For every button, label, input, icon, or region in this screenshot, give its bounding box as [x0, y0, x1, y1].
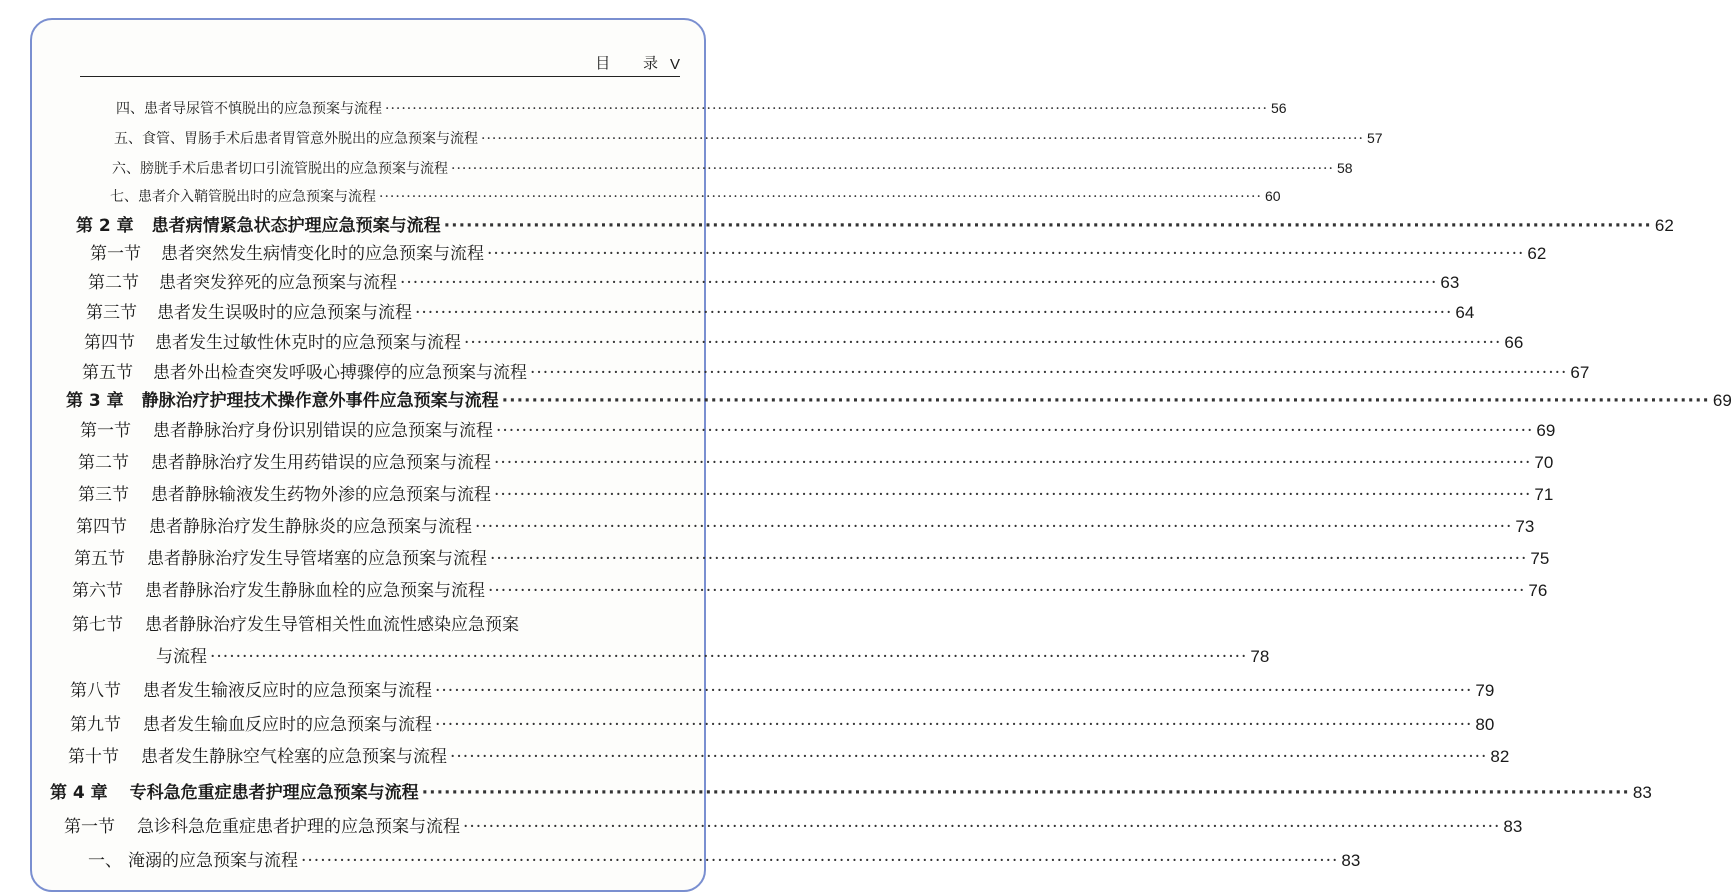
section-title: 患者发生过敏性休克时的应急预案与流程 — [155, 333, 461, 353]
leader-dots — [400, 273, 1437, 293]
toc-section — [84, 328, 1524, 353]
leader-dots — [490, 549, 1527, 569]
section-number: 第三节 — [86, 303, 137, 323]
toc-section — [86, 298, 1475, 323]
entry-page: 58 — [1336, 160, 1353, 176]
leader-dots — [301, 851, 1338, 871]
chapter-title: 患者病情紧急状态护理应急预案与流程 — [151, 216, 441, 236]
section-title-continued: 与流程 — [156, 647, 207, 667]
leader-dots — [488, 581, 1525, 601]
toc-section — [88, 268, 1460, 293]
section-number: 第五节 — [74, 549, 125, 569]
leader-dots — [415, 303, 1452, 323]
toc-entry — [112, 158, 1353, 178]
entry-title: 食管、胃肠手术后患者胃管意外脱出的应急预案与流程 — [142, 131, 478, 147]
running-header — [80, 54, 680, 77]
leader-dots — [450, 747, 1487, 767]
section-title: 患者静脉治疗发生用药错误的应急预案与流程 — [151, 453, 491, 473]
section-title: 患者突然发生病情变化时的应急预案与流程 — [161, 244, 484, 264]
leader-dots — [502, 391, 1710, 411]
entry-page: 60 — [1264, 188, 1281, 204]
toc-section — [70, 676, 1495, 701]
section-page: 80 — [1475, 715, 1495, 734]
section-number: 第一节 — [90, 244, 141, 264]
entry-page: 56 — [1270, 100, 1287, 116]
chapter-page: 83 — [1632, 783, 1652, 802]
toc-section — [76, 512, 1535, 537]
leader-dots — [494, 485, 1531, 505]
section-title: 急诊科急危重症患者护理的应急预案与流程 — [137, 817, 460, 837]
section-number: 第三节 — [78, 485, 129, 505]
section-number: 第七节 — [72, 615, 123, 635]
section-page: 79 — [1475, 681, 1495, 700]
section-page: 67 — [1570, 363, 1590, 382]
chapter-number: 第 2 章 — [76, 216, 134, 236]
section-number: 第一节 — [80, 421, 131, 441]
entry-title: 患者介入鞘管脱出时的应急预案与流程 — [138, 189, 376, 205]
section-page: 82 — [1490, 747, 1510, 766]
leader-dots — [487, 244, 1524, 264]
toc-section — [70, 710, 1495, 735]
leader-dots — [464, 333, 1501, 353]
section-number: 第九节 — [70, 715, 121, 735]
toc-entry — [114, 128, 1383, 148]
section-title: 患者静脉输液发生药物外渗的应急预案与流程 — [151, 485, 491, 505]
section-number: 第十节 — [68, 747, 119, 767]
entry-number: 五、 — [114, 131, 142, 147]
toc-section — [64, 812, 1523, 837]
entry-page: 57 — [1366, 130, 1383, 146]
toc-section — [90, 239, 1547, 264]
entry-page: 83 — [1341, 851, 1361, 870]
section-number: 第八节 — [70, 681, 121, 701]
section-title: 患者静脉治疗发生静脉炎的应急预案与流程 — [149, 517, 472, 537]
leader-dots — [494, 453, 1531, 473]
section-number: 第一节 — [64, 817, 115, 837]
entry-title: 患者导尿管不慎脱出的应急预案与流程 — [144, 101, 382, 117]
leader-dots — [422, 783, 1630, 803]
leader-dots — [379, 189, 1262, 205]
leader-dots — [481, 131, 1364, 147]
entry-number: 六、 — [112, 161, 140, 177]
section-number: 第六节 — [72, 581, 123, 601]
section-page: 83 — [1503, 817, 1523, 836]
toc-section — [78, 480, 1554, 505]
section-title: 患者静脉治疗身份识别错误的应急预案与流程 — [153, 421, 493, 441]
toc-section — [74, 544, 1550, 569]
toc-section — [72, 576, 1548, 601]
toc-chapter — [66, 386, 1732, 411]
chapter-page: 62 — [1654, 216, 1674, 235]
chapter-title: 专科急危重症患者护理应急预案与流程 — [129, 783, 419, 803]
book-page — [30, 18, 1732, 892]
section-title: 患者发生误吸时的应急预案与流程 — [157, 303, 412, 323]
leader-dots — [530, 363, 1567, 383]
section-page: 69 — [1536, 421, 1556, 440]
toc-section — [72, 610, 632, 635]
leader-dots — [475, 517, 1512, 537]
section-number: 第五节 — [82, 363, 133, 383]
header-page-number: V — [669, 56, 680, 73]
entry-title: 淹溺的应急预案与流程 — [128, 851, 298, 871]
section-title: 患者静脉治疗发生导管堵塞的应急预案与流程 — [147, 549, 487, 569]
chapter-number: 第 4 章 — [50, 783, 108, 803]
header-title: 目 录 — [595, 54, 672, 72]
toc-entry — [110, 186, 1281, 206]
section-title: 患者发生静脉空气栓塞的应急预案与流程 — [141, 747, 447, 767]
toc-section — [78, 448, 1554, 473]
section-title: 患者静脉治疗发生导管相关性血流性感染应急预案 — [145, 615, 519, 635]
leader-dots — [435, 715, 1472, 735]
section-title: 患者发生输血反应时的应急预案与流程 — [143, 715, 432, 735]
leader-dots — [385, 101, 1268, 117]
section-number: 第四节 — [76, 517, 127, 537]
toc-entry — [116, 98, 1287, 118]
section-title: 患者外出检查突发呼吸心搏骤停的应急预案与流程 — [153, 363, 527, 383]
section-page: 66 — [1504, 333, 1524, 352]
toc-section-continuation — [156, 642, 1270, 667]
section-title: 患者静脉治疗发生静脉血栓的应急预案与流程 — [145, 581, 485, 601]
entry-number: 七、 — [110, 189, 138, 205]
section-page: 73 — [1515, 517, 1535, 536]
leader-dots — [435, 681, 1472, 701]
toc-section — [80, 416, 1556, 441]
section-page: 75 — [1530, 549, 1550, 568]
leader-dots — [210, 647, 1247, 667]
section-page: 70 — [1534, 453, 1554, 472]
section-page: 63 — [1440, 273, 1460, 292]
toc-chapter — [76, 211, 1674, 236]
toc-section — [82, 358, 1590, 383]
section-number: 第四节 — [84, 333, 135, 353]
section-page: 76 — [1528, 581, 1548, 600]
section-title: 患者突发猝死的应急预案与流程 — [159, 273, 397, 293]
section-page: 62 — [1527, 244, 1547, 263]
section-page: 71 — [1534, 485, 1554, 504]
entry-title: 膀胱手术后患者切口引流管脱出的应急预案与流程 — [140, 161, 448, 177]
section-page: 78 — [1250, 647, 1270, 666]
section-page: 64 — [1455, 303, 1475, 322]
section-number: 第二节 — [88, 273, 139, 293]
leader-dots — [451, 161, 1334, 177]
toc-section — [68, 742, 1510, 767]
section-title: 患者发生输液反应时的应急预案与流程 — [143, 681, 432, 701]
leader-dots — [444, 216, 1652, 236]
toc-entry — [88, 846, 1361, 871]
chapter-page: 69 — [1712, 391, 1732, 410]
entry-number: 四、 — [116, 101, 144, 117]
section-number: 第二节 — [78, 453, 129, 473]
leader-dots — [463, 817, 1500, 837]
toc-chapter — [50, 778, 1652, 803]
chapter-title: 静脉治疗护理技术操作意外事件应急预案与流程 — [141, 391, 499, 411]
chapter-number: 第 3 章 — [66, 391, 124, 411]
leader-dots — [496, 421, 1533, 441]
entry-number: 一、 — [88, 851, 122, 871]
